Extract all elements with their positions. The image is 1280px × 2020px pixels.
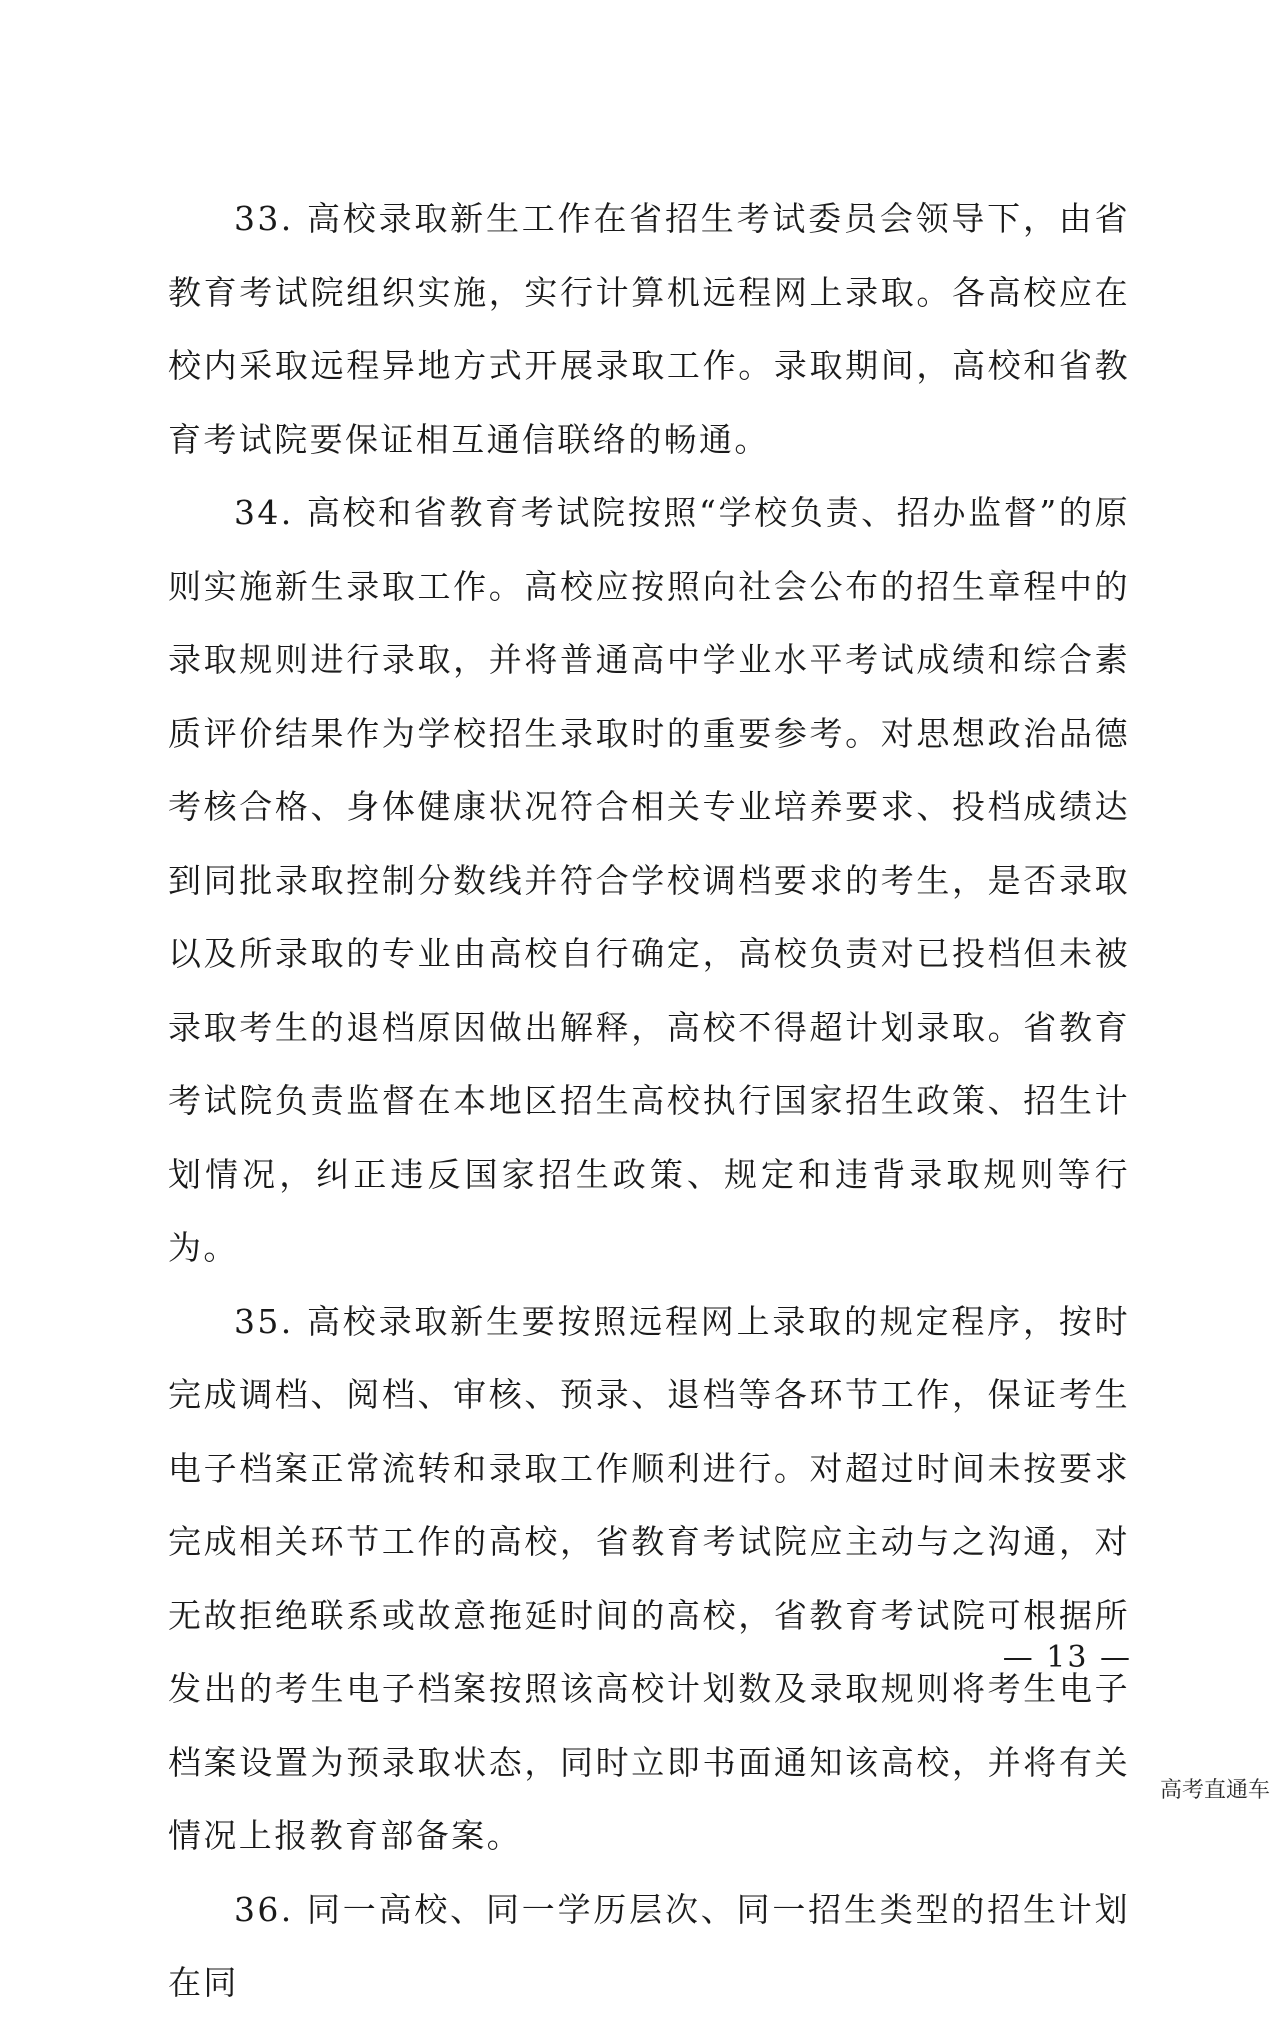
paragraph-36: 36. 同一高校、同一学历层次、同一招生类型的招生计划在同	[168, 1889, 1130, 2002]
watermark: 高考直通车	[1159, 1778, 1270, 1803]
paragraph-34: 34. 高校和省教育考试院按照“学校负责、招办监督”的原则实施新生录取工作。高校应按照向社会公布的招生章程中的录取规则进行录取，并将普通高中学业水平考试成绩和综合素质评价结果作为学校招生录取时的重要参考。对思想政治品德考核合格、身体健康状况符合相关专业培养要求、投档成绩达到同批录取控制分数线并符合学校调档要求的考生，是否录取以及所录取的专业由高校自行确定，高校负责对已投档但未被录取考生的退档原因做出解释，高校不得超计划录取。省教育考试院负责监督在本地区招生高校执行国家招生政策、招生计划情况，纠正违反国家招生政策、规定和违背录取规则等行为。	[168, 493, 1130, 1267]
paragraph-33: 33. 高校录取新生工作在省招生考试委员会领导下，由省教育考试院组织实施，实行计算机远程网上录取。各高校应在校内采取远程异地方式开展录取工作。录取期间，高校和省教育考试院要保证相互通信联络的畅通。	[168, 199, 1130, 459]
paragraph-35: 35. 高校录取新生要按照远程网上录取的规定程序，按时完成调档、阅档、审核、预录、退档等各环节工作，保证考生电子档案正常流转和录取工作顺利进行。对超过时间未按要求完成相关环节工作的高校，省教育考试院应主动与之沟通，对无故拒绝联系或故意拖延时间的高校，省教育考试院可根据所发出的考生电子档案按照该高校计划数及录取规则将考生电子档案设置为预录取状态，同时立即书面通知该高校，并将有关情况上报教育部备案。	[168, 1301, 1130, 1855]
page-number: — 13 —	[1002, 1640, 1132, 1675]
document-body	[168, 182, 1130, 2020]
